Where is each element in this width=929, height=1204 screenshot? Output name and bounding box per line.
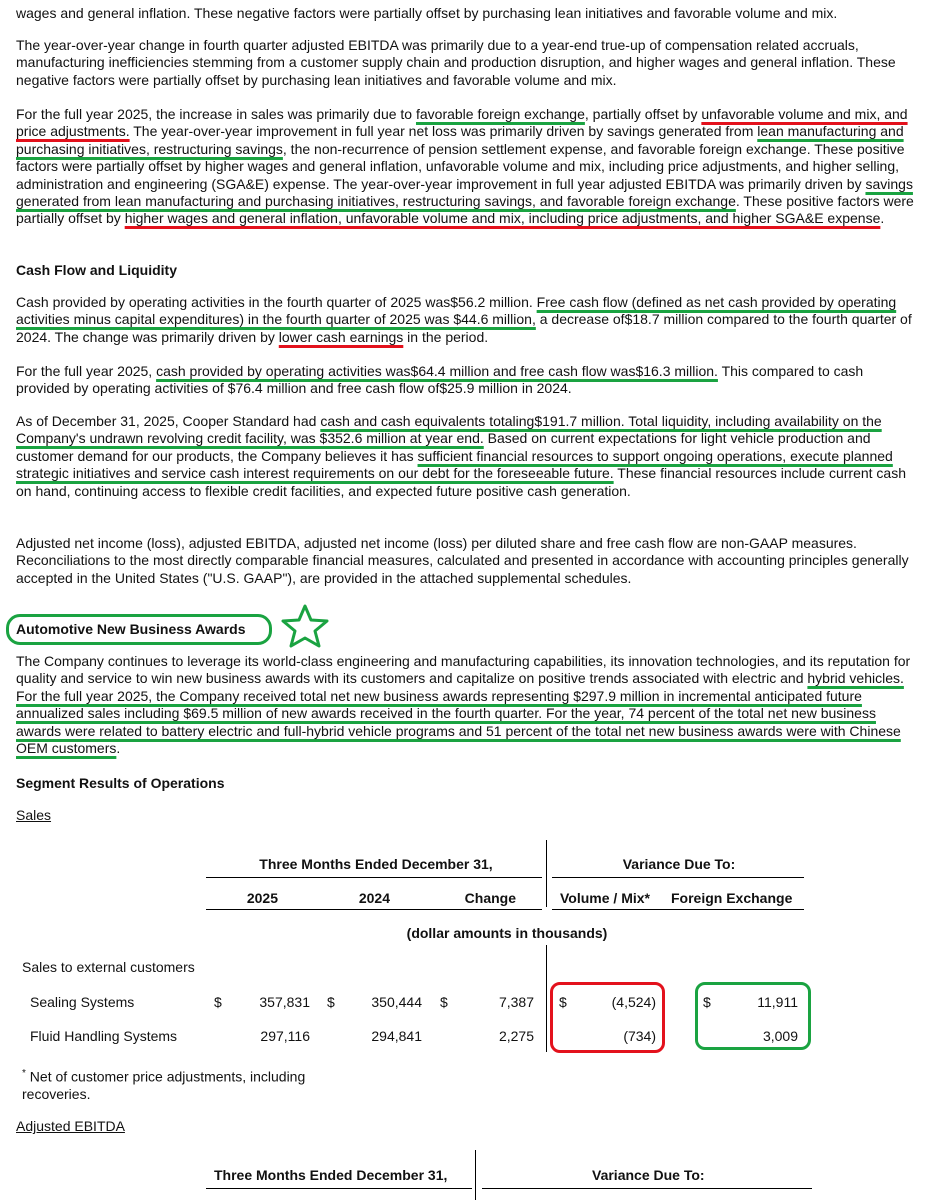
col-2024: 2024 [358,890,390,906]
col-2025: 2025 [246,890,278,906]
value-fx: 11,911 [757,994,798,1010]
red-highlight: lower cash earnings [278,328,404,345]
green-highlight: Free cash flow (defined as net cash provided by operating activities minus capital expenditures) in the fourth quarter of 2025 was $44.6 million, [16,294,897,328]
star-annotation-icon [276,604,334,648]
ebitda-section-label: Adjusted EBITDA [16,1118,125,1134]
rule [206,877,542,878]
sales-section-label: Sales [16,807,52,823]
currency: $ [559,994,567,1010]
currency: $ [327,994,335,1010]
value-2025: 297,116 [260,1028,310,1044]
header-variance: Variance Due To: [592,1167,705,1183]
rule [206,1188,472,1189]
header-variance: Variance Due To: [622,856,736,872]
header-three-months: Three Months Ended December 31, [259,856,493,872]
units-note: (dollar amounts in thousands) [406,925,608,941]
column-divider [546,840,547,907]
col-volume-mix: Volume / Mix* [560,890,650,906]
value-2024: 294,841 [371,1028,422,1044]
red-highlight: unfavorable volume and mix, and price adjustments. [16,106,908,140]
red-box-annotation [550,982,665,1053]
currency: $ [440,994,448,1010]
section-label: Sales to external customers [22,959,195,975]
row-label: Sealing Systems [30,994,135,1010]
heading-cash-flow: Cash Flow and Liquidity [16,262,177,278]
col-change: Change [464,890,516,906]
paragraph-q4-cash: Cash provided by operating activities in the fourth quarter of 2025 was$56.2 million. Free cash flow (defined as net cash provided by operating activities minus capital expenditures) in the fourth quarter of 2025 was $44.6 million, a decrease of$18.7 million compared to the fourth quarter of 2024. The change was primarily driven by lower cash earnings in the period. [16,294,912,345]
column-divider [475,1150,476,1200]
header-three-months: Three Months Ended December 31, [214,1167,448,1183]
green-highlight: cash and cash equivalents totaling$191.7 million. Total liquidity, including availability on the Company's undrawn revolving credit facility, was $352.6 million at year end. [16,413,882,447]
currency: $ [214,994,222,1010]
row-label: Fluid Handling Systems [30,1028,178,1044]
value-fx: 3,009 [762,1028,798,1044]
green-highlight: lean manufacturing and purchasing initiatives, restructuring savings [16,123,904,157]
rule [206,909,542,910]
green-box-annotation [695,982,811,1050]
green-highlight: favorable foreign exchange [415,106,585,122]
paragraph-awards: The Company continues to leverage its world-class engineering and manufacturing capabilities, its innovation technologies, and its reputation for quality and service to win new business awards with its customers and capitalize on positive trends associated with electric and hybrid vehicles. For the full year 2025, the Company received total net new business awards representing $297.9 million in incremental anticipated future annualized sales including $69.5 million of new awards received in the fourth quarter. For the year, 74 percent of the total net new business awards were related to battery electric and full-hybrid vehicle programs and 51 percent of the total net new business awards were with Chinese OEM customers. [16,653,911,757]
value-volume: (4,524) [611,994,656,1010]
value-2024: 350,444 [371,994,422,1010]
footnote: * Net of customer price adjustments, including recoveries. [22,1068,306,1103]
paragraph-full-year-sales: For the full year 2025, the increase in sales was primarily due to favorable foreign exchange, partially offset by unfavorable volume and mix, and price adjustments. The year-over-year improvement in full year net loss was primarily driven by savings generated from lean manufacturing and purchasing initiatives, restructuring savings, the non-recurrence of pension settlement expense, and favorable foreign exchange. These positive factors were partially offset by higher wages and general inflation, unfavorable volume and mix, including price adjustments, and higher selling, administration and engineering (SGA&E) expense. The year-over-year improvement in full year adjusted EBITDA was primarily driven by savings generated from lean manufacturing and purchasing initiatives, restructuring savings, and favorable foreign exchange. These positive factors were partially offset by higher wages and general inflation, unfavorable volume and mix, including price adjustments, and higher SGA&E expense. [16,106,914,227]
value-volume: (734) [623,1028,656,1044]
value-change: 2,275 [498,1028,534,1044]
paragraph-non-gaap: Adjusted net income (loss), adjusted EBITDA, adjusted net income (loss) per diluted share and free cash flow are non-GAAP measures. Reconciliations to the most directly comparable financial measures, calculated and presented in accordance with accounting principles generally accepted in the United States ("U.S. GAAP"), are provided in the attached supplemental schedules. [16,535,909,586]
rule [552,909,804,910]
green-highlight: savings generated from lean manufacturing and purchasing initiatives, restructuring savings, and favorable foreign exchange [16,175,913,210]
col-foreign-exchange: Foreign Exchange [671,890,793,906]
green-highlight: sufficient financial resources to support ongoing operations, execute planned strategic initiatives and service cash interest requirements on our debt for the foreseeable future. [16,447,893,482]
heading-new-business-awards: Automotive New Business Awards [16,621,246,637]
paragraph-inflation-tail: wages and general inflation. These negative factors were partially offset by purchasing lean initiatives and favorable volume and mix. [16,5,838,21]
paragraph-full-year-cash: For the full year 2025, cash provided by operating activities was$64.4 million and free cash flow was$16.3 million. This compared to cash provided by operating activities of $76.4 million and free cash flow of$25.9 million in 2024. [16,363,864,397]
heading-segment-results: Segment Results of Operations [16,775,225,791]
value-change: 7,387 [498,994,534,1010]
paragraph-liquidity: As of December 31, 2025, Cooper Standard had cash and cash equivalents totaling$191.7 million. Total liquidity, including availability on the Company's undrawn revolving credit facility, was $352.6 million at year end. Based on current expectations for light vehicle production and customer demand for our products, the Company believes it has sufficient financial resources to support ongoing operations, execute planned strategic initiatives and service cash interest requirements on our debt for the foreseeable future. These financial resources include current cash on hand, continuing access to flexible credit facilities, and expected future positive cash generation. [16,413,906,499]
paragraph-q4-ebitda: The year-over-year change in fourth quarter adjusted EBITDA was primarily due to a year-end true-up of compensation related accruals, manufacturing inefficiencies stemming from a customer supply chain and production disruption, and higher wages and general inflation. These negative factors were partially offset by purchasing lean initiatives and favorable volume and mix. [16,37,896,88]
currency: $ [703,994,711,1010]
green-highlight: hybrid vehicles. For the full year 2025, the Company received total net new business awards representing $297.9 million in incremental anticipated future annualized sales including $69.5 million of new awards received in the fourth quarter. For the year, 74 percent of the total net new business awards were related to battery electric and full-hybrid vehicle programs and 51 percent of the total net new business awards were with Chinese OEM customers [16,670,904,757]
column-divider [546,945,547,1052]
red-highlight: higher wages and general inflation, unfavorable volume and mix, including price adjustments, and higher SGA&E expense [124,210,881,227]
rule [482,1188,812,1189]
green-highlight: cash provided by operating activities was$64.4 million and free cash flow was$16.3 million. [156,363,718,379]
rule [552,877,804,878]
value-2025: 357,831 [259,994,310,1010]
